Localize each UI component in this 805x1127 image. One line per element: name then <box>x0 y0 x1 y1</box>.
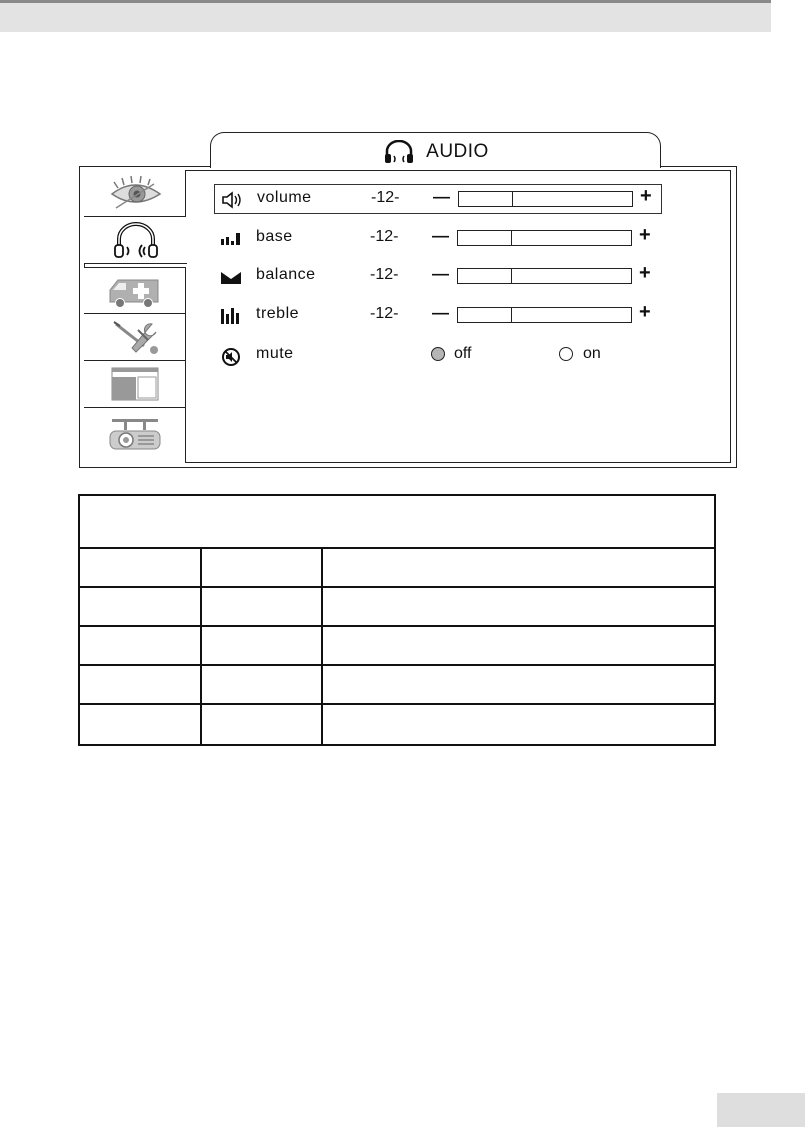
volume-increase-button[interactable]: + <box>640 185 652 207</box>
volume-value: -12- <box>371 189 400 206</box>
treble-increase-button[interactable]: + <box>639 301 651 323</box>
table-row-divider <box>78 547 716 549</box>
table-row-divider <box>78 586 716 588</box>
sidebar-tab-tools[interactable] <box>84 314 186 361</box>
table-row-divider <box>78 664 716 666</box>
treble-label: treble <box>256 305 300 322</box>
sidebar-tab-picture[interactable] <box>84 170 186 217</box>
balance-value: -12- <box>370 266 399 283</box>
balance-slider-fill <box>458 269 512 283</box>
base-value: -12- <box>370 228 399 245</box>
base-slider[interactable] <box>457 230 632 246</box>
treble-value: -12- <box>370 305 399 322</box>
volume-row[interactable] <box>214 184 662 214</box>
balance-row[interactable] <box>214 262 662 292</box>
mute-off-radio[interactable] <box>431 347 445 361</box>
balance-decrease-button[interactable]: — <box>432 264 449 283</box>
treble-slider-fill <box>458 308 512 322</box>
base-increase-button[interactable]: + <box>639 224 651 246</box>
sidebar-tab-layout[interactable] <box>84 361 186 408</box>
balance-slider[interactable] <box>457 268 632 284</box>
treble-bars-icon <box>220 306 242 326</box>
volume-slider[interactable] <box>458 191 633 207</box>
balance-label: balance <box>256 266 316 283</box>
base-label: base <box>256 228 293 245</box>
volume-label: volume <box>257 189 312 206</box>
table-row-divider <box>78 625 716 627</box>
treble-decrease-button[interactable]: — <box>432 303 449 322</box>
sidebar-tab-service[interactable] <box>84 267 186 314</box>
headphones-audio-icon <box>105 221 167 259</box>
treble-slider[interactable] <box>457 307 632 323</box>
volume-decrease-button[interactable]: — <box>433 187 450 206</box>
mute-on-label: on <box>583 345 601 362</box>
sidebar-tab-projector[interactable] <box>84 408 186 463</box>
mute-off-label: off <box>454 345 472 362</box>
mute-icon <box>220 347 242 367</box>
menu-title <box>210 139 661 165</box>
table-column-divider <box>200 547 202 746</box>
base-row[interactable] <box>214 224 662 254</box>
mute-row <box>214 341 662 371</box>
table-row-divider <box>78 703 716 705</box>
menu-title-text: AUDIO <box>426 141 489 162</box>
medical-van-icon <box>104 272 166 310</box>
headphones-icon <box>382 140 416 164</box>
page-header-bar <box>0 0 771 32</box>
window-layout-icon <box>104 365 166 403</box>
treble-row[interactable] <box>214 301 662 331</box>
menu-sidebar <box>84 170 187 463</box>
projector-icon <box>104 417 166 455</box>
eye-picture-icon <box>104 174 166 212</box>
base-decrease-button[interactable]: — <box>432 226 449 245</box>
balance-icon <box>220 267 242 287</box>
page-number-box <box>717 1093 805 1127</box>
bass-bars-icon <box>220 229 242 249</box>
mute-on-radio[interactable] <box>559 347 573 361</box>
table-column-divider <box>321 547 323 746</box>
balance-increase-button[interactable]: + <box>639 262 651 284</box>
base-slider-fill <box>458 231 512 245</box>
speaker-icon <box>221 190 243 210</box>
mute-label: mute <box>256 345 294 362</box>
empty-table <box>78 494 716 746</box>
sidebar-tab-audio[interactable] <box>84 217 187 264</box>
tools-icon <box>104 318 166 356</box>
volume-slider-fill <box>459 192 513 206</box>
